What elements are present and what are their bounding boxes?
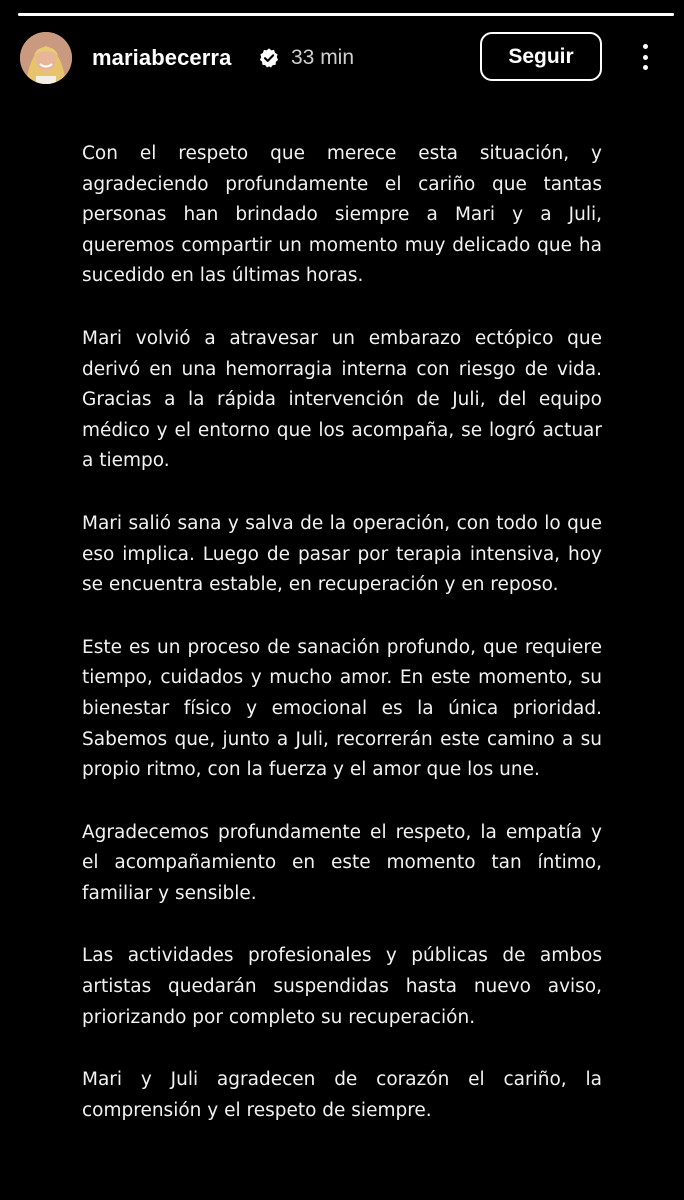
story-progress-fill [18,13,674,16]
statement-paragraph-5: Agradecemos profundamente el respeto, la empatía y el acompañamiento en este momento tan íntimo, familiar y sensible. [82,821,602,904]
statement-paragraph-4: Este es un proceso de sanación profundo, que requiere tiempo, cuidados y mucho amor. En este momento, su bienestar físico y emocional es la única prioridad. Sabemos que, junto a Juli, recorrerán este camino a su propio ritmo, con la fuerza y el amor que los une. [82,636,602,781]
more-vertical-icon[interactable] [633,40,657,74]
avatar[interactable] [20,32,72,84]
post-time: 33 min [291,46,355,69]
follow-button[interactable]: Seguir [480,32,602,81]
statement-paragraph-1: Con el respeto que merece esta situación, y agradeciendo profundamente el cariño que tantas personas han brindado siempre a Mari y a Juli, queremos compartir un momento muy delicado que ha sucedido en las últimas horas. [82,143,602,287]
statement-paragraph-2: Mari volvió a atravesar un embarazo ectópico que derivó en una hemorragia interna con riesgo de vida. Gracias a la rápida intervención de Juli, del equipo médico y el entorno que los acompaña, se logró actuar a tiempo. [82,327,602,472]
story-progress-bar [18,13,674,16]
statement-paragraph-6: Las actividades profesionales y públicas de ambos artistas quedarán suspendidas hasta nuevo aviso, priorizando por completo su recuperación. [82,945,602,1028]
verified-badge-icon [258,47,280,69]
statement-paragraph-3: Mari salió sana y salva de la operación, con todo lo que eso implica. Luego de pasar por terapia intensiva, hoy se encuentra estable, en recuperación y en reposo. [82,512,602,596]
more-dot [643,44,648,49]
more-dot [643,65,648,70]
story-header [20,32,664,86]
statement-paragraph-7: Mari y Juli agradecen de corazón el cariño, la comprensión y el respeto de siempre. [82,1069,602,1121]
more-dot [643,55,648,60]
username[interactable]: mariabecerra [92,45,232,70]
avatar-image [20,32,72,84]
statement-text [82,139,602,1126]
